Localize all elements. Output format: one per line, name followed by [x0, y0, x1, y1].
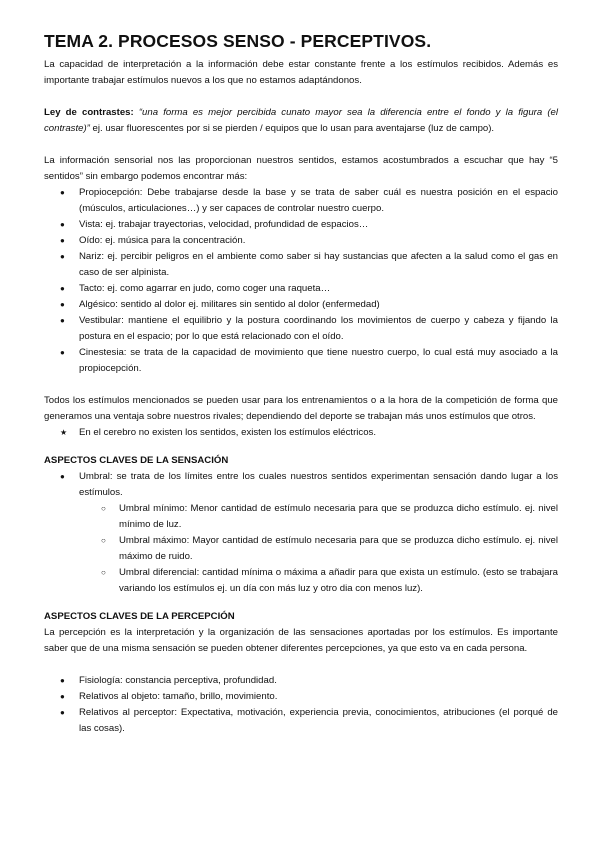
list-item: ● Relativos al perceptor: Expectativa, motivación, experiencia previa, conocimientos, atribuciones (el porqué de las cosas).: [60, 707, 558, 734]
bullet-icon: ●: [60, 692, 65, 701]
star-list: [44, 425, 558, 441]
ley-label: Ley de contrastes:: [44, 107, 134, 118]
list-item: ● Vestibular: mantiene el equilibrio y la postura coordinando los movimientos de cuerpo y cabeza y fijando la postura en el espacio; por lo que está relacionado con el oído.: [60, 315, 558, 342]
sub-list-item: ○ Umbral diferencial: cantidad mínima o máxima a añadir para que exista un estímulo. (esto se trabajara variando los estímulos ej. un día con más luz y otro dia con menos luz).: [101, 567, 558, 594]
star-icon: ★: [60, 428, 68, 437]
sensacion-list: [44, 469, 558, 501]
bullet-icon: ●: [60, 284, 65, 293]
document-page: [44, 30, 558, 737]
estimulos-paragraph: Todos los estímulos mencionados se pueden usar para los entrenamientos o a la hora de la competición de forma que generamos una ventaja sobre nuestros rivales; dependiendo del deporte se trabajan más unos estímulos que otros.: [44, 395, 558, 422]
list-item: ● Fisiología: constancia perceptiva, profundidad.: [44, 673, 558, 689]
bullet-icon: ●: [60, 220, 65, 229]
page-title: TEMA 2. PROCESOS SENSO - PERCEPTIVOS.: [44, 31, 432, 51]
percepcion-list: [44, 673, 558, 737]
percepcion-heading: ASPECTOS CLAVES DE LA PERCEPCIÓN: [44, 611, 235, 622]
bullet-icon: ●: [60, 676, 65, 685]
list-item: ● Vista: ej. trabajar trayectorias, velocidad, profundidad de espacios…: [44, 217, 558, 233]
intro-paragraph: La capacidad de interpretación a la información debe estar constante frente a los estímulos recibidos. Además es importante trabajar estímulos nuevos a los que no estamos adaptándonos.: [44, 59, 558, 86]
ley-contrastes-paragraph: [44, 105, 558, 137]
list-item: ● Relativos al objeto: tamaño, brillo, movimiento.: [44, 689, 558, 705]
bullet-icon: ●: [60, 316, 65, 325]
bullet-icon: ●: [60, 188, 65, 197]
ley-rest: ej. usar fluorescentes por si se pierden / equipos que lo usan para aventajarse (luz de campo).: [89, 123, 495, 134]
percepcion-paragraph: La percepción es la interpretación y la organización de las sensaciones aportadas por los estímulos. Es importante saber que de una misma sensación se pueden obtener diferentes percepciones, ya que esto va en cada persona.: [44, 627, 558, 654]
list-item: ● Cinestesia: se trata de la capacidad de movimiento que tiene nuestro cuerpo, lo cual está muy asociado a la propiocepción.: [60, 347, 558, 374]
bullet-icon: ●: [60, 472, 65, 481]
bullet-icon: ●: [60, 348, 65, 357]
sub-list-item: ○ Umbral mínimo: Menor cantidad de estímulo necesaria para que se produzca dicho estímulo. ej. nivel mínimo de luz.: [101, 503, 558, 530]
list-item: ● Umbral: se trata de los límites entre los cuales nuestros sentidos experimentan sensación dando lugar a los estímulos.: [60, 471, 558, 498]
circle-bullet-icon: ○: [101, 568, 106, 577]
list-item: ● Propiocepción: Debe trabajarse desde la base y se trata de saber cuál es nuestra posición en el espacio (músculos, articulaciones…) y ser capaces de controlar nuestro cuerpo.: [60, 187, 558, 214]
sub-list-item: ○ Umbral máximo: Mayor cantidad de estímulo necesaria para que se produzca dicho estímulo. ej. nivel máximo de ruido.: [101, 535, 558, 562]
list-item: ● Nariz: ej. percibir peligros en el ambiente como saber si hay sustancias que afecten a la salud como el gas en caso de ser alpinista.: [60, 251, 558, 278]
list-item: ● Tacto: ej. como agarrar en judo, como coger una raqueta…: [44, 281, 558, 297]
circle-bullet-icon: ○: [101, 536, 106, 545]
circle-bullet-icon: ○: [101, 504, 106, 513]
sensacion-heading: ASPECTOS CLAVES DE LA SENSACIÓN: [44, 455, 229, 466]
sentidos-intro: La información sensorial nos las proporcionan nuestros sentidos, estamos acostumbrados a escuchar que hay “5 sentidos” sin embargo podemos encontrar más:: [44, 155, 558, 182]
ley-quote: “una forma es mejor percibida cunato mayor sea la diferencia entre el fondo y la figura (el contraste)”: [44, 107, 559, 134]
list-item: ★ En el cerebro no existen los sentidos, existen los estímulos eléctricos.: [44, 425, 558, 441]
list-item: ● Oído: ej. música para la concentración.: [44, 233, 558, 249]
sentidos-list: [44, 185, 558, 377]
bullet-icon: ●: [60, 252, 65, 261]
list-item: ● Algésico: sentido al dolor ej. militares sin sentido al dolor (enfermedad): [44, 297, 558, 313]
bullet-icon: ●: [60, 300, 65, 309]
bullet-icon: ●: [60, 236, 65, 245]
bullet-icon: ●: [60, 708, 65, 717]
umbral-sublist: [44, 501, 558, 597]
